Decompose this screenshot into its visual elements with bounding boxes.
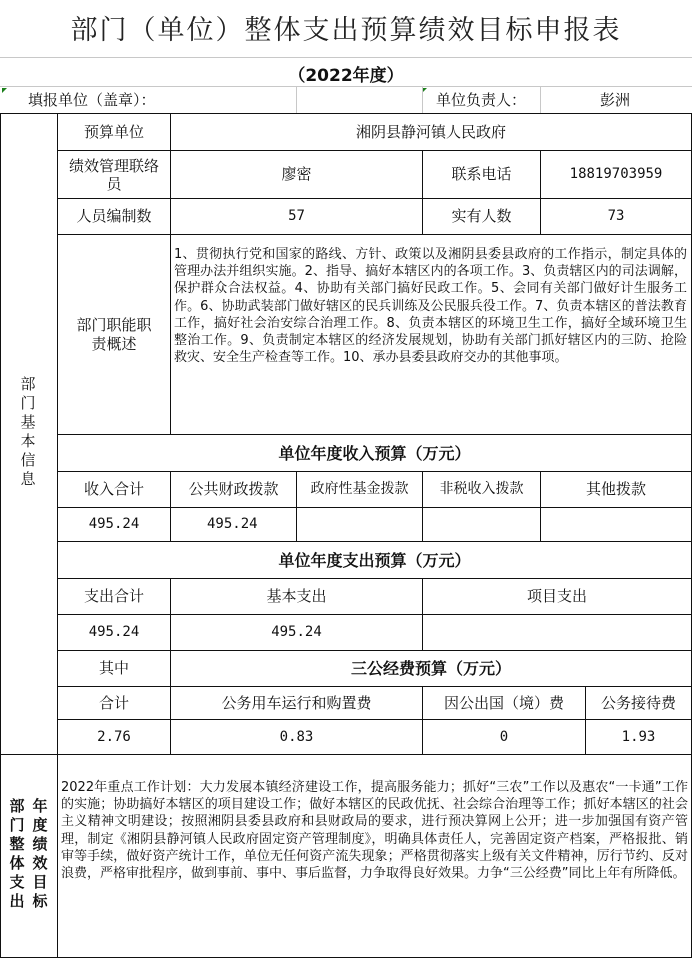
- income-value-public-finance: 495.24: [207, 516, 258, 532]
- expense-value-total: 495.24: [88, 624, 140, 640]
- expense-value-project: [423, 615, 691, 650]
- expense-section-title: 单位年度支出预算（万元）: [278, 550, 471, 570]
- unit-head-name: 彭洲: [599, 90, 630, 109]
- divider: [422, 87, 423, 113]
- staff-quota-value: 57: [288, 208, 305, 224]
- divider: [540, 87, 541, 113]
- report-year: （2022年度）: [288, 66, 404, 86]
- expense-header-project: 项目支出: [526, 587, 587, 605]
- three-public-header-vehicle: 公务用车运行和购置费: [221, 693, 372, 712]
- staff-quota-label: 人员编制数: [76, 207, 152, 225]
- income-section-title: 单位年度收入预算（万元）: [278, 443, 471, 463]
- phone-label: 联系电话: [451, 165, 512, 183]
- divider: [296, 87, 297, 113]
- duty-label: 部门职能职责概述: [76, 315, 152, 353]
- expense-header-total: 支出合计: [83, 587, 144, 605]
- duty-text: 1、贯彻执行党和国家的路线、方针、政策以及湘阴县委县政府的工作指示，制定具体的管理办法并组织实施。2、指导、搞好本辖区内的各项工作。3、负责辖区内的司法调解，保护群众合法权益。4、协助有关部门搞好民政工作。5、会同有关部门做好计生服务工作。6、协助武装部门做好辖区的民兵训练及公民服兵役工作。7、负责本辖区的普法教育工作，搞好社会治安综合治理工作。8、负责本辖区的环境卫生工作，搞好全域环境卫生整治工作。9、负责制定本辖区的经济发展规划，协助有关部门抓好辖区内的三防、抢险救灾、安全生产检查等工作。10、承办县委县政府交办的其他事项。: [174, 247, 687, 366]
- goals-label-col2: 年度绩效目标: [32, 797, 48, 910]
- expense-value-basic: 495.24: [271, 624, 322, 640]
- fill-unit-label: 填报单位（盖章）：: [28, 90, 156, 109]
- page-title: 部门（单位）整体支出预算绩效目标申报表: [70, 15, 622, 46]
- three-public-section-title: 三公经费预算（万元）: [350, 659, 511, 678]
- three-public-value-total: 2.76: [97, 728, 131, 745]
- table-border: [0, 113, 1, 958]
- actual-staff-label: 实有人数: [451, 207, 512, 225]
- three-public-value-abroad: 0: [499, 728, 509, 745]
- three-public-header-total: 合计: [98, 693, 129, 712]
- three-public-header-reception: 公务接待费: [600, 693, 676, 712]
- phone-value: 18819703959: [569, 166, 663, 182]
- among-label: 其中: [98, 659, 129, 677]
- income-header-non-tax: 非税收入拨款: [439, 481, 524, 497]
- three-public-value-reception: 1.93: [621, 728, 656, 745]
- actual-staff-value: 73: [607, 208, 625, 224]
- unit-head-label: 单位负责人：: [435, 90, 526, 109]
- expense-header-basic: 基本支出: [266, 587, 327, 605]
- contact-value: 廖密: [281, 165, 312, 183]
- cell-marker-icon: [2, 88, 7, 93]
- income-header-gov-fund: 政府性基金拨款: [310, 481, 409, 497]
- budget-unit-label: 预算单位: [83, 122, 144, 141]
- income-header-public-finance: 公共财政拨款: [188, 480, 279, 498]
- three-public-value-vehicle: 0.83: [279, 728, 314, 745]
- income-value-other: [541, 508, 691, 541]
- income-value-total: 495.24: [88, 516, 140, 532]
- income-header-total: 收入合计: [83, 480, 144, 498]
- income-header-other: 其他拨款: [585, 480, 646, 498]
- divider: [0, 57, 692, 58]
- income-value-non-tax: [423, 508, 540, 541]
- three-public-header-abroad: 因公出国（境）费: [443, 693, 564, 712]
- section-label-basic: 部门基本信息: [20, 375, 36, 488]
- goals-label-col1: 部门整体支出: [9, 797, 25, 910]
- contact-label: 绩效管理联络员: [68, 156, 159, 193]
- budget-unit-value: 湘阴县静河镇人民政府: [355, 122, 506, 141]
- goals-text: 2022年重点工作计划：大力发展本镇经济建设工作，提高服务能力；抓好“三农”工作以及惠农“一卡通”工作的实施；协助搞好本辖区的项目建设工作；做好本辖区的民政优抚、社会综合治理等工作；抓好本辖区的社会主义精神文明建设；按照湘阴县委县政府和县财政局的要求，进行预决算网上公开；进一步加强国有资产管理，制定《湘阴县静河镇人民政府固定资产管理制度》，明确具体责任人，完善固定资产档案，严格报批、销审等手续，做好资产统计工作，单位无任何资产流失现象；严格贯彻落实上级有关文件精神，厉行节约、反对浪费，严格审批程序，做到事前、事中、事后监督，力争取得良好效果。力争“三公经费”同比上年有所降低。: [61, 780, 688, 882]
- income-value-gov-fund: [297, 508, 422, 541]
